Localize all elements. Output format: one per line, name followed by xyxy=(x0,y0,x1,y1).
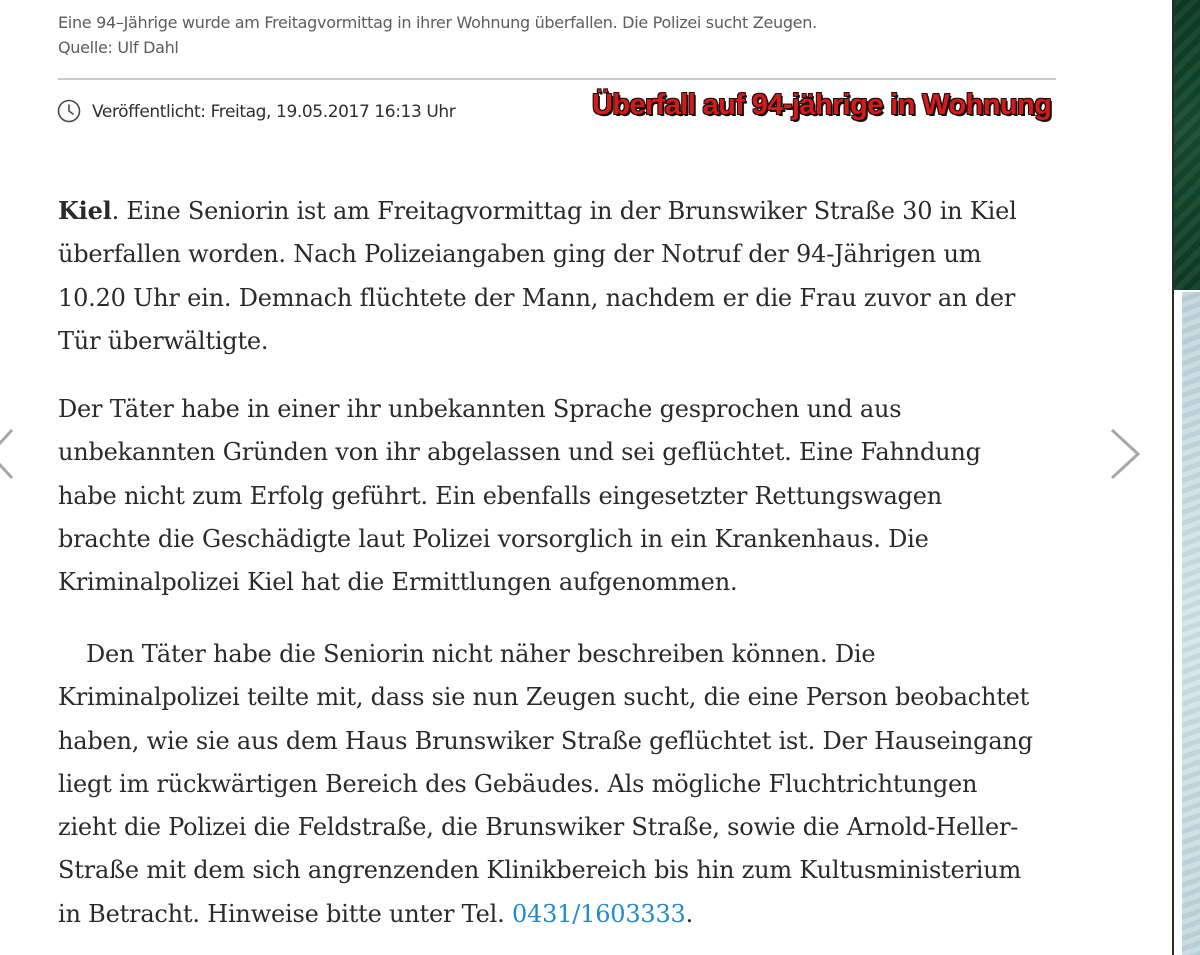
paragraph-1 xyxy=(58,189,1017,363)
paragraph-text: in Betracht. Hinweise bitte unter Tel. xyxy=(58,899,512,928)
published-date: Veröffentlicht: Freitag, 19.05.2017 16:13 Uhr xyxy=(92,102,456,122)
paragraph-line: zieht die Polizei die Feldstraße, die Brunswiker Straße, sowie die Arnold-Heller- xyxy=(58,813,1019,842)
paragraph-line: liegt im rückwärtigen Bereich des Gebäudes. Als mögliche Fluchtrichtungen xyxy=(58,769,978,798)
paragraph-line: brachte die Geschädigte laut Polizei vorsorglich in ein Krankenhaus. Die xyxy=(58,524,929,553)
paragraph-line: Kriminalpolizei teilte mit, dass sie nun Zeugen sucht, die eine Person beobachtet xyxy=(58,683,1030,712)
paragraph-line xyxy=(58,893,1033,936)
paragraph-line: unbekannten Gründen von ihr abgelassen und sei geflüchtet. Eine Fahndung xyxy=(58,438,981,467)
paragraph-3 xyxy=(58,633,1033,936)
paragraph-line: Den Täter habe die Seniorin nicht näher beschreiben können. Die xyxy=(86,640,876,668)
caption-source: Quelle: Ulf Dahl xyxy=(58,38,179,57)
paragraph-2 xyxy=(58,388,981,604)
caption-text: Eine 94–Jährige wurde am Freitagvormittag in ihrer Wohnung überfallen. Die Polizei sucht Zeugen. xyxy=(58,13,817,32)
paragraph-line xyxy=(58,189,1017,233)
dateline: Kiel xyxy=(58,196,112,225)
paragraph-line: Kriminalpolizei Kiel hat die Ermittlungen aufgenommen. xyxy=(58,568,738,597)
phone-link[interactable]: 0431/1603333 xyxy=(511,899,686,928)
clock-icon xyxy=(57,99,81,123)
divider xyxy=(58,78,1056,80)
adjacent-panel-edge xyxy=(1182,292,1200,955)
paragraph-line: Der Täter habe in einer ihr unbekannten Sprache gesprochen und aus xyxy=(58,395,902,423)
paragraph-text: . xyxy=(685,899,694,928)
paragraph-line: habe nicht zum Erfolg geführt. Ein ebenfalls eingesetzter Rettungswagen xyxy=(58,481,942,510)
paragraph-line: 10.20 Uhr ein. Demnach flüchtete der Mann, nachdem er die Frau zuvor an der xyxy=(58,283,1016,312)
paragraph-text: . Eine Seniorin ist am Freitagvormittag in der Brunswiker Straße 30 in Kiel xyxy=(111,197,1017,225)
paragraph-line: überfallen worden. Nach Polizeiangaben ging der Notruf der 94-Jährigen um xyxy=(58,240,982,269)
paragraph-line: Tür überwältigte. xyxy=(58,326,269,355)
chevron-right-icon[interactable] xyxy=(1104,424,1144,484)
chevron-left-icon[interactable] xyxy=(0,424,26,484)
adjacent-image-edge xyxy=(1174,0,1200,290)
paragraph-line: haben, wie sie aus dem Haus Brunswiker Straße geflüchtet ist. Der Hauseingang xyxy=(58,726,1033,755)
overlay-headline: Überfall auf 94-jährige in Wohnung xyxy=(592,89,1052,121)
image-caption xyxy=(58,10,1058,60)
paragraph-line: Straße mit dem sich angrenzenden Klinikbereich bis hin zum Kultusministerium xyxy=(58,856,1022,885)
